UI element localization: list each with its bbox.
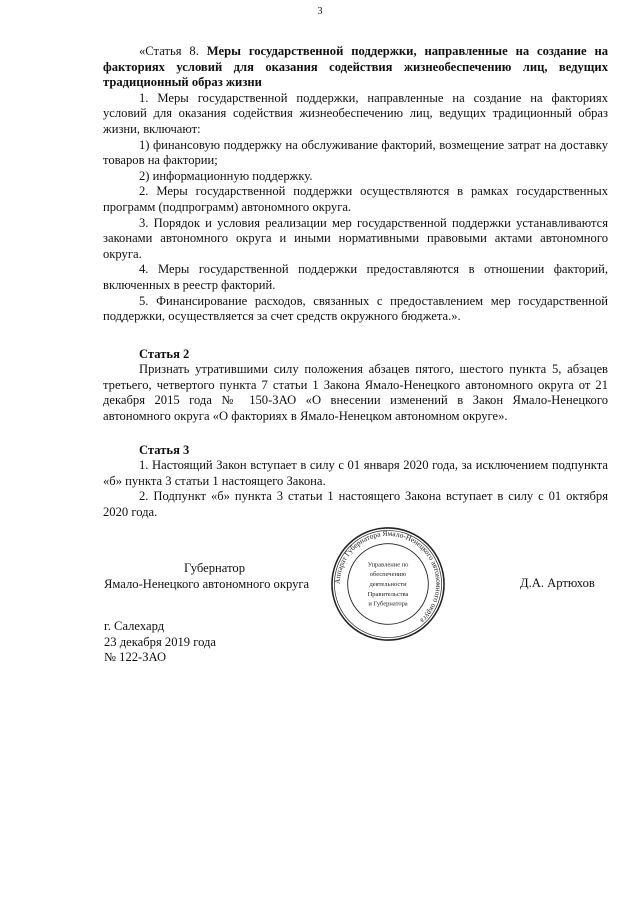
article8-p1: 1. Меры государственной поддержки, направленные на создание на факториях условий для оказания содействия жизнеобеспечению лиц, ведущих традиционный образ жизни, включают:	[103, 90, 608, 136]
law-number: № 122-ЗАО	[104, 650, 167, 665]
article3-p1: 1. Настоящий Закон вступает в силу с 01 января 2020 года, за исключением подпункта «б» пункта 3 статьи 1 настоящего Закона.	[103, 458, 608, 488]
article2-p1: Признать утратившими силу положения абзацев пятого, шестого пункта 5, абзацев третьего, четвертого пункта 7 статьи 1 Закона Ямало-Ненецкого автономного округа от 21 декабря 2015 года № 150-ЗАО «О внесении изменений в Закон Ямало-Ненецкого автономного округа «О факториях в Ямало-Ненецком автономном округе».	[103, 362, 608, 424]
governor-title: Губернатор	[184, 561, 245, 575]
article8-title-plain: «Статья 8.	[139, 44, 207, 58]
article8-p1-1: 1) финансовую поддержку на обслуживание факторий, возмещение затрат на доставку товаров на фактории;	[103, 137, 608, 168]
article2-title: Статья 2	[139, 346, 190, 361]
article8-p2: 2. Меры государственной поддержки осуществляются в рамках государственных программ (подпрограмм) автономного округа.	[103, 184, 608, 214]
article8-p1-2: 2) информационную поддержку.	[139, 168, 313, 183]
seal-center-line-5: и Губернатора	[368, 600, 408, 608]
governor-name: Д.А. Артюхов	[520, 576, 595, 590]
governor-region: Ямало-Ненецкого автономного округа	[104, 577, 310, 591]
article3-p2: 2. Подпункт «б» пункта 3 статьи 1 настоящего Закона вступает в силу с 01 октября 2020 года.	[103, 489, 608, 520]
page-number: 3	[317, 6, 323, 17]
seal-center-line-4: Правительства	[367, 590, 409, 598]
document-body	[103, 44, 608, 521]
article8-p4: 4. Меры государственной поддержки предоставляются в отношении факторий, включенных в реестр факторий.	[103, 262, 608, 292]
place-date-block	[104, 619, 216, 666]
article3-title: Статья 3	[139, 442, 190, 457]
seal-ring-textpath: Аппарат Губернатора Ямало-Ненецкого автономного округа	[332, 528, 444, 626]
seal-center-line-3: деятельности	[369, 580, 407, 588]
seal-center-line-2: обеспечению	[369, 571, 407, 579]
law-date: 23 декабря 2019 года	[104, 634, 217, 649]
article8-title	[103, 44, 608, 91]
signature-block	[104, 560, 309, 592]
article8-p5: 5. Финансирование расходов, связанных с предоставлением мер государственной поддержки, осуществляется за счет средств окружного бюджета.».	[103, 293, 608, 324]
city: г. Салехард	[104, 619, 165, 633]
article8-p3: 3. Порядок и условия реализации мер государственной поддержки устанавливаются законами автономного округа и иными нормативными правовыми актами автономного округа.	[103, 215, 608, 261]
article8-title-bold: Меры государственной поддержки, направленные на создание на факториях условий для оказания содействия жизнеобеспечению лиц, ведущих традиционный образ жизни	[103, 44, 608, 90]
official-seal	[329, 525, 447, 643]
seal-center-line-1: Управление по	[367, 561, 409, 569]
